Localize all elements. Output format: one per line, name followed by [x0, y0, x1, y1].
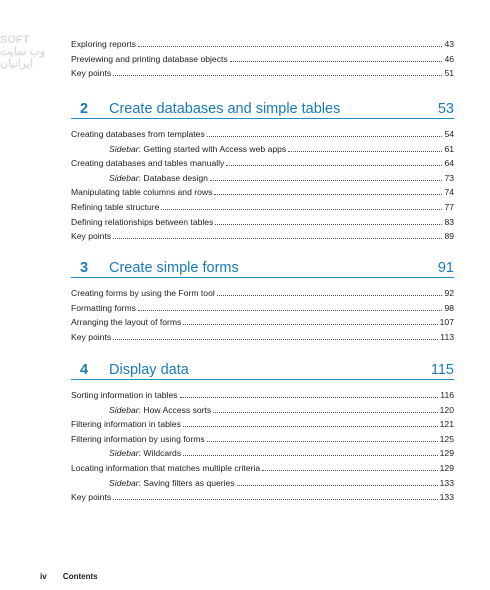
toc-sidebar-entry[interactable]: [71, 401, 454, 415]
toc-entry-page: 77: [444, 202, 454, 212]
toc-entry-text: Manipulating table columns and rows: [71, 187, 213, 198]
toc-entry-text: Filtering information in tables: [71, 419, 181, 430]
toc-entry-title: [71, 202, 159, 212]
toc-entry-text: Key points: [71, 492, 112, 503]
dot-leader: [113, 232, 442, 239]
chapter-title: Create simple forms: [109, 260, 239, 276]
toc-entry[interactable]: [71, 430, 454, 444]
toc-sidebar-entry[interactable]: [71, 474, 454, 488]
toc-entry-text: Filtering information by using forms: [71, 433, 205, 444]
toc-sidebar-entry[interactable]: [71, 140, 454, 154]
toc-entry-title: [71, 492, 111, 502]
toc-entry-text: Refining table structure: [71, 202, 160, 212]
chapter-number: 4: [80, 362, 89, 378]
toc-entry-page: 120: [439, 404, 454, 415]
toc-entry-page: 92: [444, 288, 454, 298]
toc-entry-text: Sorting information in tables: [71, 390, 178, 400]
watermark-line-1: SOFT: [0, 34, 30, 46]
toc-entry[interactable]: [71, 313, 454, 327]
toc-entry-page: 64: [444, 158, 454, 169]
toc-entry-text: Key points: [71, 68, 112, 79]
toc-entry-title: [71, 390, 178, 400]
toc-entry-page: 83: [444, 216, 454, 227]
dot-leader: [210, 174, 443, 181]
toc-entry-text: Previewing and printing database objects: [71, 53, 228, 64]
toc-entry[interactable]: [71, 213, 454, 227]
toc-entry-text: : How Access sorts: [138, 404, 212, 415]
toc-entry[interactable]: [71, 183, 454, 197]
toc-entry[interactable]: [71, 284, 454, 298]
toc-entry-title: [71, 419, 181, 429]
dot-leader: [113, 493, 438, 500]
toc-entry-title: [109, 405, 211, 415]
chapter-title: Display data: [109, 362, 189, 378]
page-footer: [40, 572, 98, 581]
toc-entry-page: 46: [444, 53, 454, 64]
toc-entry-text: : Getting started with Access web apps: [138, 143, 287, 154]
chapter-number: 3: [80, 260, 89, 276]
dot-leader: [183, 318, 437, 325]
dot-leader: [217, 289, 443, 296]
toc-entry[interactable]: [71, 35, 454, 49]
chapter-number: 2: [80, 101, 89, 117]
toc-entry-title: [71, 434, 205, 444]
toc-entry-title: [71, 54, 228, 64]
toc-entry[interactable]: [71, 125, 454, 139]
toc-entry-page: 43: [444, 39, 454, 49]
toc-entry-page: 61: [444, 143, 454, 154]
toc-entry-page: 129: [439, 448, 454, 459]
dot-leader: [183, 420, 438, 427]
dot-leader: [138, 40, 442, 47]
dot-leader: [230, 55, 443, 62]
sidebar-prefix: Sidebar: [109, 477, 139, 488]
toc-entry[interactable]: [71, 299, 454, 313]
toc-entry-page: 113: [440, 331, 454, 342]
toc-entry-title: [71, 463, 260, 473]
toc-entry-title: [71, 129, 205, 139]
chapter-heading[interactable]: [71, 96, 454, 119]
toc-entry-text: Creating databases and tables manually: [71, 158, 225, 169]
toc-entry[interactable]: [71, 459, 454, 473]
toc-entry-page: 133: [439, 492, 454, 503]
toc-entry[interactable]: [71, 328, 454, 342]
toc-entry-page: 89: [444, 231, 454, 242]
toc-entry-text: : Saving filters as queries: [138, 477, 235, 488]
sidebar-prefix: Sidebar: [109, 404, 139, 415]
toc-sidebar-entry[interactable]: [71, 444, 454, 458]
chapter-page: 115: [430, 362, 454, 378]
dot-leader: [207, 130, 443, 137]
chapter-heading[interactable]: [71, 357, 454, 380]
toc-entry-title: [71, 332, 111, 342]
toc-entry-text: Creating databases from templates: [71, 129, 205, 139]
chapter-title: Create databases and simple tables: [109, 101, 341, 117]
toc-entry[interactable]: [71, 64, 454, 78]
dot-leader: [113, 69, 442, 76]
toc-entry-page: 121: [439, 419, 454, 430]
toc-entry[interactable]: [71, 386, 454, 400]
toc-entry-title: [71, 158, 224, 168]
toc-entry-page: 73: [444, 172, 454, 183]
page-number: iv: [40, 572, 47, 581]
chapter-page: 91: [437, 260, 454, 276]
toc-entry[interactable]: [71, 50, 454, 64]
dot-leader: [113, 333, 438, 340]
dot-leader: [226, 159, 442, 166]
dot-leader: [288, 145, 442, 152]
toc-entry-title: [109, 144, 286, 154]
toc-entry-page: 98: [444, 302, 454, 313]
toc-entry-page: 74: [444, 187, 454, 198]
dot-leader: [138, 304, 442, 311]
toc-entry-title: [71, 187, 212, 197]
toc-entry-page: 116: [440, 390, 454, 400]
toc-entry-text: Arranging the layout of forms: [71, 317, 182, 328]
toc-entry-page: 107: [439, 317, 454, 328]
toc-entry-text: Formatting forms: [71, 302, 136, 313]
toc-entry-text: Locating information that matches multiple criteria: [71, 463, 261, 473]
toc-entry-title: [109, 173, 208, 183]
sidebar-prefix: Sidebar: [109, 448, 139, 459]
toc-entry-page: 129: [439, 463, 454, 473]
toc-entry-title: [71, 68, 111, 78]
toc-entry-text: Exploring reports: [71, 39, 136, 49]
dot-leader: [213, 406, 437, 413]
dot-leader: [215, 218, 442, 225]
chapter-heading[interactable]: [71, 255, 454, 278]
toc-entry-title: [109, 478, 235, 488]
dot-leader: [161, 203, 442, 210]
toc-entry-title: [71, 231, 111, 241]
toc-entry-text: : Wildcards: [138, 448, 182, 459]
dot-leader: [183, 449, 438, 456]
toc-entry-page: 125: [439, 433, 454, 444]
toc-entry-page: 54: [444, 129, 454, 139]
toc-entry-text: Key points: [71, 331, 112, 342]
toc-entry-title: [71, 303, 136, 313]
watermark-line-2: وب سایت ایرانیان: [0, 46, 46, 70]
toc-entry-title: [71, 217, 213, 227]
toc-entry-text: Creating forms by using the Form tool: [71, 288, 215, 298]
watermark: [0, 34, 78, 70]
toc-entry[interactable]: [71, 415, 454, 429]
toc-entry[interactable]: [71, 198, 454, 212]
running-footer-label: Contents: [62, 572, 98, 581]
sidebar-prefix: Sidebar: [109, 172, 139, 183]
toc-entry[interactable]: [71, 154, 454, 168]
toc-entry-page: 51: [444, 68, 454, 79]
dot-leader: [180, 391, 439, 398]
toc-entry[interactable]: [71, 227, 454, 241]
chapter-page: 53: [437, 101, 454, 117]
toc-entry-text: Defining relationships between tables: [71, 216, 214, 227]
toc-entry-title: [71, 317, 181, 327]
toc-entry[interactable]: [71, 488, 454, 502]
toc-entry-title: [71, 288, 215, 298]
toc-entry-page: 133: [439, 477, 454, 488]
toc-entry-title: [109, 448, 181, 458]
dot-leader: [262, 464, 438, 471]
toc-entry-title: [71, 39, 136, 49]
sidebar-prefix: Sidebar: [109, 143, 139, 154]
toc-entry-text: Key points: [71, 231, 112, 242]
toc-sidebar-entry[interactable]: [71, 169, 454, 183]
toc-entry-text: : Database design: [138, 172, 208, 183]
dot-leader: [237, 479, 438, 486]
dot-leader: [207, 435, 438, 442]
dot-leader: [214, 188, 442, 195]
